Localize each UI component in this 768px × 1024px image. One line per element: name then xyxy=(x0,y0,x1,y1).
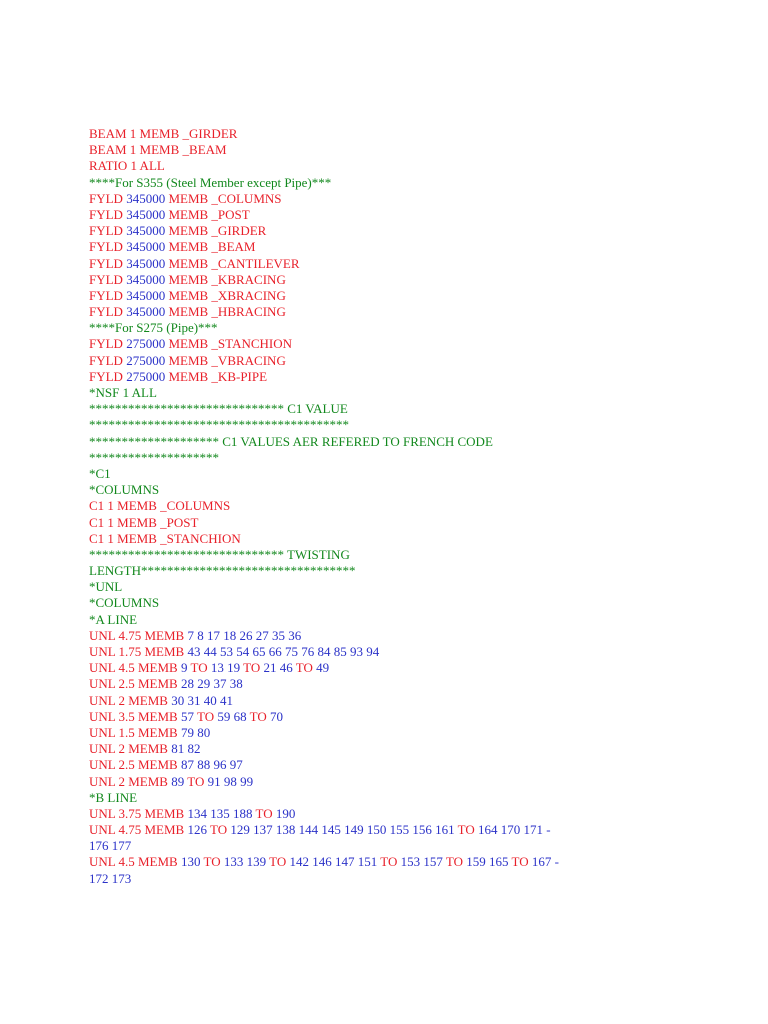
number-token: 159 165 xyxy=(466,854,512,870)
command-file-text xyxy=(89,126,689,887)
keyword-token: FYLD xyxy=(89,255,127,271)
keyword-token: MEMB _VBRACING xyxy=(165,352,286,368)
number-token: 30 31 40 41 xyxy=(171,692,233,708)
text-line xyxy=(89,175,689,191)
number-token: 89 xyxy=(171,773,188,789)
text-line xyxy=(89,158,689,174)
text-line xyxy=(89,256,689,272)
number-token: 13 19 xyxy=(210,660,244,676)
text-line xyxy=(89,595,689,611)
text-line xyxy=(89,547,689,563)
number-token: 275000 xyxy=(126,368,166,384)
keyword-token: C1 1 MEMB _COLUMNS xyxy=(89,498,231,514)
text-line xyxy=(89,660,689,676)
text-line xyxy=(89,644,689,660)
number-token: 345000 xyxy=(126,287,166,303)
keyword-token: TO xyxy=(243,660,264,676)
keyword-token: UNL 4.75 MEMB xyxy=(89,627,188,643)
keyword-token: MEMB _COLUMNS xyxy=(165,190,282,206)
comment-token: *COLUMNS xyxy=(89,595,160,611)
number-token: 345000 xyxy=(126,239,166,255)
number-token: 176 177 xyxy=(89,838,132,854)
keyword-token: FYLD xyxy=(89,368,127,384)
number-token: 164 170 171 - xyxy=(477,822,551,838)
text-line xyxy=(89,126,689,142)
comment-token: **************************************** xyxy=(89,417,349,433)
text-line xyxy=(89,142,689,158)
number-token: 130 xyxy=(180,854,204,870)
text-line xyxy=(89,466,689,482)
text-line xyxy=(89,757,689,773)
comment-token: *B LINE xyxy=(89,789,138,805)
number-token: 57 xyxy=(180,708,197,724)
text-line xyxy=(89,628,689,644)
text-line xyxy=(89,579,689,595)
keyword-token: TO xyxy=(380,854,401,870)
number-token: 7 8 17 18 26 27 35 36 xyxy=(187,627,302,643)
keyword-token: FYLD xyxy=(89,287,127,303)
keyword-token: UNL 4.75 MEMB xyxy=(89,822,188,838)
keyword-token: UNL 2 MEMB xyxy=(89,773,172,789)
keyword-token: TO xyxy=(445,854,467,870)
keyword-token: TO xyxy=(295,660,317,676)
text-line xyxy=(89,838,689,854)
text-line xyxy=(89,725,689,741)
text-line xyxy=(89,854,689,870)
text-line xyxy=(89,531,689,547)
number-token: 129 137 138 144 145 149 150 155 156 161 xyxy=(230,822,458,838)
number-token: 345000 xyxy=(126,255,166,271)
keyword-token: TO xyxy=(457,822,478,838)
text-line xyxy=(89,385,689,401)
text-line xyxy=(89,191,689,207)
text-line xyxy=(89,401,689,417)
number-token: 91 98 99 xyxy=(207,773,254,789)
number-token: 134 135 188 xyxy=(187,805,256,821)
keyword-token: FYLD xyxy=(89,352,127,368)
keyword-token: C1 1 MEMB _POST xyxy=(89,514,199,530)
number-token: 9 xyxy=(180,660,191,676)
number-token: 345000 xyxy=(126,304,166,320)
number-token: 133 139 xyxy=(223,854,270,870)
keyword-token: MEMB _XBRACING xyxy=(165,287,286,303)
comment-token: ******************** C1 VALUES AER REFERED TO FRENCH CODE xyxy=(89,433,493,449)
keyword-token: MEMB _POST xyxy=(165,206,250,222)
keyword-token: TO xyxy=(209,822,231,838)
number-token: 190 xyxy=(275,805,296,821)
text-line xyxy=(89,871,689,887)
text-line xyxy=(89,304,689,320)
keyword-token: MEMB _KBRACING xyxy=(165,271,286,287)
comment-token: *NSF 1 ALL xyxy=(89,385,157,400)
keyword-token: MEMB _GIRDER xyxy=(165,223,267,239)
keyword-token: TO xyxy=(269,854,290,870)
comment-token: ******************** xyxy=(89,449,219,465)
text-line xyxy=(89,693,689,709)
text-line xyxy=(89,353,689,369)
number-token: 59 68 xyxy=(217,708,250,724)
keyword-token: UNL 2.5 MEMB xyxy=(89,676,181,692)
text-line xyxy=(89,223,689,239)
comment-token: *C1 xyxy=(89,465,111,481)
keyword-token: FYLD xyxy=(89,223,127,239)
text-line xyxy=(89,207,689,223)
text-line xyxy=(89,774,689,790)
comment-token: ****For S275 (Pipe)*** xyxy=(89,320,218,336)
text-line xyxy=(89,498,689,514)
text-line xyxy=(89,806,689,822)
text-line xyxy=(89,676,689,692)
keyword-token: MEMB _STANCHION xyxy=(165,336,293,352)
keyword-token: UNL 4.5 MEMB xyxy=(89,660,181,676)
text-line xyxy=(89,336,689,352)
number-token: 275000 xyxy=(126,352,166,368)
keyword-token: UNL 3.75 MEMB xyxy=(89,805,188,821)
keyword-token: TO xyxy=(249,708,270,724)
number-token: 345000 xyxy=(126,223,166,239)
comment-token: ****For S355 (Steel Member except Pipe)*** xyxy=(89,174,332,190)
text-line xyxy=(89,434,689,450)
number-token: 345000 xyxy=(126,271,166,287)
text-line xyxy=(89,369,689,385)
keyword-token: MEMB _KB-PIPE xyxy=(165,368,268,384)
keyword-token: BEAM 1 MEMB _GIRDER xyxy=(89,126,238,141)
text-line xyxy=(89,482,689,498)
keyword-token: TO xyxy=(511,854,532,870)
keyword-token: UNL 2 MEMB xyxy=(89,741,172,757)
text-line xyxy=(89,450,689,466)
number-token: 275000 xyxy=(126,336,166,352)
comment-token: *A LINE xyxy=(89,611,138,627)
number-token: 126 xyxy=(187,822,210,838)
keyword-token: UNL 3.5 MEMB xyxy=(89,708,181,724)
text-line xyxy=(89,741,689,757)
keyword-token: TO xyxy=(255,805,276,821)
text-line xyxy=(89,563,689,579)
keyword-token: FYLD xyxy=(89,239,127,255)
keyword-token: UNL 2 MEMB xyxy=(89,692,172,708)
text-line xyxy=(89,515,689,531)
text-line xyxy=(89,790,689,806)
text-line xyxy=(89,288,689,304)
keyword-token: RATIO 1 ALL xyxy=(89,158,165,174)
number-token: 81 82 xyxy=(171,741,201,757)
number-token: 28 29 37 38 xyxy=(180,676,243,692)
number-token: 49 xyxy=(316,660,330,676)
keyword-token: C1 1 MEMB _STANCHION xyxy=(89,530,241,546)
number-token: 70 xyxy=(269,708,283,724)
number-token: 142 146 147 151 xyxy=(289,854,381,870)
keyword-token: TO xyxy=(196,708,218,724)
comment-token: ****************************** C1 VALUE xyxy=(89,401,348,417)
number-token: 345000 xyxy=(126,206,166,222)
text-line xyxy=(89,320,689,336)
comment-token: LENGTH********************************* xyxy=(89,563,356,579)
keyword-token: UNL 4.5 MEMB xyxy=(89,854,181,870)
text-line xyxy=(89,709,689,725)
number-token: 345000 xyxy=(126,190,166,206)
number-token: 43 44 53 54 65 66 75 76 84 85 93 94 xyxy=(187,644,380,659)
keyword-token: FYLD xyxy=(89,304,127,320)
keyword-token: TO xyxy=(190,660,211,676)
keyword-token: MEMB _CANTILEVER xyxy=(165,255,300,271)
comment-token: *COLUMNS xyxy=(89,482,160,498)
number-token: 172 173 xyxy=(89,870,132,886)
keyword-token: BEAM 1 MEMB _BEAM xyxy=(89,142,227,158)
keyword-token: UNL 2.5 MEMB xyxy=(89,757,181,773)
number-token: 21 46 xyxy=(263,660,296,676)
keyword-token: UNL 1.75 MEMB xyxy=(89,644,188,659)
keyword-token: FYLD xyxy=(89,271,127,287)
number-token: 167 - xyxy=(531,854,559,870)
keyword-token: TO xyxy=(187,773,208,789)
keyword-token: MEMB _HBRACING xyxy=(165,304,286,320)
comment-token: ****************************** TWISTING xyxy=(89,546,350,562)
comment-token: *UNL xyxy=(89,579,123,595)
number-token: 153 157 xyxy=(400,854,446,870)
keyword-token: MEMB _BEAM xyxy=(165,239,256,255)
keyword-token: TO xyxy=(203,854,224,870)
number-token: 79 80 xyxy=(180,724,211,740)
text-line xyxy=(89,417,689,433)
keyword-token: FYLD xyxy=(89,336,127,352)
keyword-token: FYLD xyxy=(89,206,127,222)
text-line xyxy=(89,822,689,838)
text-line xyxy=(89,272,689,288)
keyword-token: UNL 1.5 MEMB xyxy=(89,724,181,740)
text-line xyxy=(89,239,689,255)
number-token: 87 88 96 97 xyxy=(180,757,243,773)
keyword-token: FYLD xyxy=(89,190,127,206)
text-line xyxy=(89,612,689,628)
